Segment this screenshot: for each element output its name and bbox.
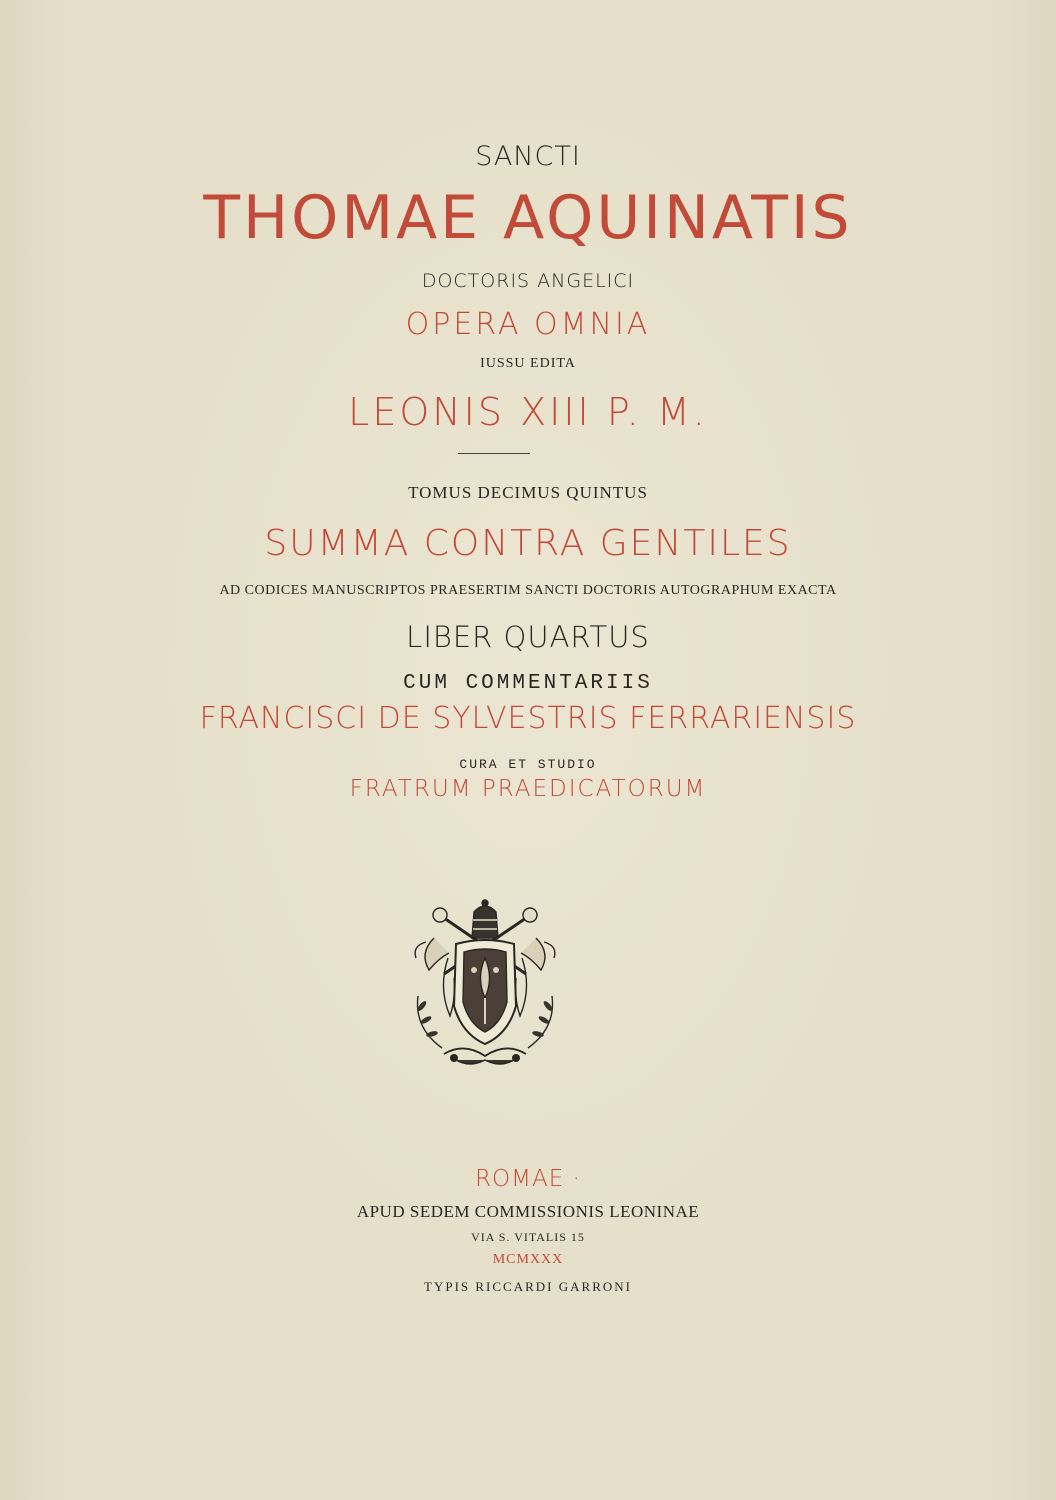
work-title: SUMMA CONTRA GENTILES bbox=[264, 523, 792, 564]
cura-line: CURA ET STUDIO bbox=[459, 757, 597, 772]
divider-rule bbox=[458, 453, 530, 454]
imprint-address: VIA S. VITALIS 15 bbox=[471, 1230, 585, 1244]
iussu-line: IUSSU EDITA bbox=[480, 356, 576, 371]
imprint-place: ROMAE · bbox=[475, 1166, 581, 1192]
imprint-publisher: APUD SEDEM COMMISSIONIS LEONINAE bbox=[356, 1202, 700, 1221]
commentator-line: FRANCISCI DE SYLVESTRIS FERRARIENSIS bbox=[199, 701, 857, 736]
imprint-printer: TYPIS RICCARDI GARRONI bbox=[424, 1279, 632, 1294]
leonis-line: LEONIS XIII P. M. bbox=[348, 390, 708, 434]
fratrum-line: FRATRUM PRAEDICATORUM bbox=[349, 776, 707, 802]
liber-line: LIBER QUARTUS bbox=[406, 620, 650, 654]
papal-coat-of-arms-icon bbox=[404, 898, 566, 1074]
doctoris-line: DOCTORIS ANGELICI bbox=[421, 270, 635, 292]
tomus-line: TOMUS DECIMUS QUINTUS bbox=[408, 483, 648, 502]
imprint-year: MCMXXX bbox=[492, 1252, 564, 1267]
author-name: THOMAE AQUINATIS bbox=[203, 183, 853, 253]
cum-commentariis-line: CUM COMMENTARIIS bbox=[403, 672, 653, 695]
ad-codices-line: AD CODICES MANUSCRIPTOS PRAESERTIM SANCTI DOCTORIS AUTOGRAPHUM EXACTA bbox=[219, 583, 837, 598]
sancti-line: SANCTI bbox=[475, 141, 581, 172]
opera-omnia-line: OPERA OMNIA bbox=[405, 307, 651, 342]
